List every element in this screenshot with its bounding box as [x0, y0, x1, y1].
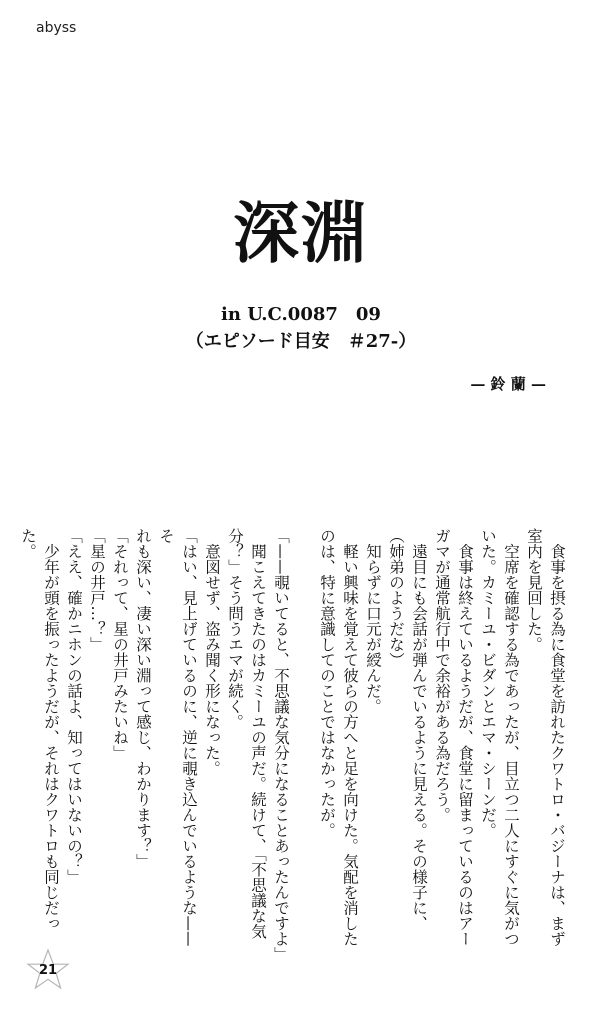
body-line: 少年が頭を振ったようだが、それはクワトロも同じだった。	[19, 528, 60, 931]
body-line-blank	[292, 528, 315, 956]
body-line: 遠目にも会話が弾んでいるように見える。その様子に、	[410, 528, 428, 931]
chapter-subtitle-timeline: in U.C.0087 09	[221, 304, 381, 325]
body-line: 食事を摂る為に食堂を訪れたクワトロ・バジーナは、まず	[548, 528, 566, 947]
book-title-label: abyss	[36, 20, 77, 36]
body-line: ガマが通常航行中で余裕がある為だろう。	[433, 528, 451, 823]
body-line: 聞こえてきたのはカミーユの声だ。続けて、「不思議な気	[249, 528, 267, 939]
body-line: 「はい、見上げているのに、逆に覗き込んでいるような——そ	[157, 528, 198, 947]
body-line: 食事は終えているようだが、食堂に留まっているのはアー	[456, 528, 474, 947]
body-line: 「それって、星の井戸みたいね」	[111, 528, 129, 761]
body-line: 軽い興味を覚えて彼らの方へと足を向けた。気配を消した	[341, 528, 359, 947]
body-line: のは、特に意識してのことではなかったが。	[318, 528, 336, 838]
page-number: 21	[38, 963, 58, 978]
body-line: 「ええ、確かニホンの話よ、知ってはいないの？」	[65, 528, 83, 885]
body-line: 「——覗いてると、不思議な気分になることあったんですよ」	[272, 528, 290, 962]
body-line: 室内を見回した。	[525, 528, 543, 652]
body-line: 「星の井戸…？」	[88, 528, 106, 652]
body-line: 分？」そう問うエマが続く。	[226, 528, 244, 730]
body-line: れも深い、凄い深い淵って感じ、わかります？」	[134, 528, 152, 869]
body-line: 意図せず、盗み聞く形になった。	[203, 528, 221, 776]
body-line: いた。カミーユ・ビダンとエマ・シーンだ。	[479, 528, 497, 838]
story-body	[19, 528, 568, 962]
body-line: 空席を確認する為であったが、目立つ二人にすぐに気がつ	[502, 528, 520, 947]
author-name: — 鈴 蘭 —	[470, 375, 546, 393]
chapter-title: 深淵	[233, 195, 369, 272]
page-number-badge	[26, 948, 70, 992]
body-line: （姉弟のようだな）	[387, 528, 405, 668]
body-line: 知らずに口元が綬んだ。	[364, 528, 382, 714]
chapter-subtitle-episode: （エピソード目安 ＃27-）	[185, 331, 417, 352]
